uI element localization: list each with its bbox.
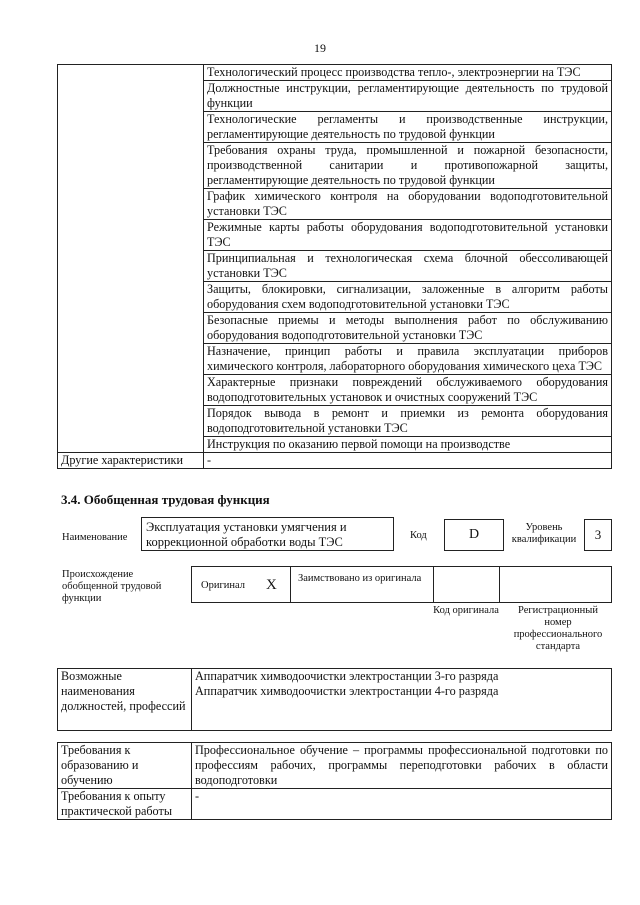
empty-label-cell (58, 65, 204, 453)
requirements-table (57, 742, 612, 820)
table-cell: Безопасные приемы и методы выполнения работ по обслуживанию оборудования водоподготовительной установки ТЭС (204, 313, 612, 344)
position-item: Аппаратчик химводоочистки электростанции 4-го разряда (195, 684, 499, 698)
positions-label: Возможные наименования должностей, профессий (58, 669, 192, 731)
positions-table (57, 668, 612, 731)
table-row (58, 669, 612, 731)
divider (433, 567, 434, 602)
divider (290, 567, 291, 602)
table-cell: Назначение, принцип работы и правила эксплуатации приборов химического контроля, лабораторного оборудования химического цеха ТЭС (204, 344, 612, 375)
edu-value: Профессиональное обучение – программы профессиональной подготовки по профессиям рабочих, программы переподготовки рабочих в области водоподготовки (192, 743, 612, 789)
table-row (58, 743, 612, 789)
table-cell: Режимные карты работы оборудования водоподготовительной установки ТЭС (204, 220, 612, 251)
section-heading: 3.4. Обобщенная трудовая функция (61, 492, 270, 507)
name-value: Эксплуатация установки умягчения и коррекционной обработки воды ТЭС (141, 517, 394, 551)
level-value: 3 (584, 519, 612, 551)
table-cell: Принципиальная и технологическая схема блочной обессоливающей установки ТЭС (204, 251, 612, 282)
borrowed-label: Заимствовано из оригинала (298, 573, 422, 584)
table-cell: Требования охраны труда, промышленной и пожарной безопасности, производственной санитарии и противопожарной защиты, регламентирующие деятельность по трудовой функции (204, 143, 612, 189)
table-row (58, 789, 612, 820)
table-row (58, 453, 612, 469)
original-label: Оригинал (201, 580, 245, 591)
code-caption: Код оригинала (433, 605, 499, 616)
table-cell: Должностные инструкции, регламентирующие деятельность по трудовой функции (204, 81, 612, 112)
table-cell: Защиты, блокировки, сигнализации, заложенные в алгоритм работы оборудования схем водоподготовительной установки ТЭС (204, 282, 612, 313)
table-cell: Характерные признаки повреждений обслуживаемого оборудования водоподготовительных установок и очистных сооружений ТЭС (204, 375, 612, 406)
knowledge-table (57, 64, 612, 469)
other-label: Другие характеристики (58, 453, 204, 469)
table-cell: Технологический процесс производства тепло-, электроэнергии на ТЭС (204, 65, 612, 81)
other-value: - (204, 453, 612, 469)
table-cell: Инструкция по оказанию первой помощи на производстве (204, 437, 612, 453)
exp-label: Требования к опыту практической работы (58, 789, 192, 820)
table-cell: Порядок вывода в ремонт и приемки из ремонта оборудования водоподготовительной установки ТЭС (204, 406, 612, 437)
name-label: Наименование (62, 532, 128, 543)
table-cell: Технологические регламенты и производственные инструкции, регламентирующие деятельность по трудовой функции (204, 112, 612, 143)
page-number: 19 (314, 41, 326, 55)
edu-label: Требования к образованию и обучению (58, 743, 192, 789)
code-label: Код (410, 530, 427, 541)
exp-value: - (192, 789, 612, 820)
origin-box (191, 566, 612, 603)
level-label: Уровень квалификации (511, 522, 577, 545)
code-value: D (444, 519, 504, 551)
table-row (58, 65, 612, 81)
divider (499, 567, 500, 602)
table-cell: График химического контроля на оборудовании водоподготовительной установки ТЭС (204, 189, 612, 220)
original-mark: X (266, 577, 277, 593)
position-item: Аппаратчик химводоочистки электростанции 3-го разряда (195, 669, 499, 683)
reg-caption: Регистрационный номер профессионального стандарта (513, 605, 603, 652)
positions-values (192, 669, 612, 731)
origin-label: Происхождение обобщенной трудовой функции (62, 569, 162, 604)
